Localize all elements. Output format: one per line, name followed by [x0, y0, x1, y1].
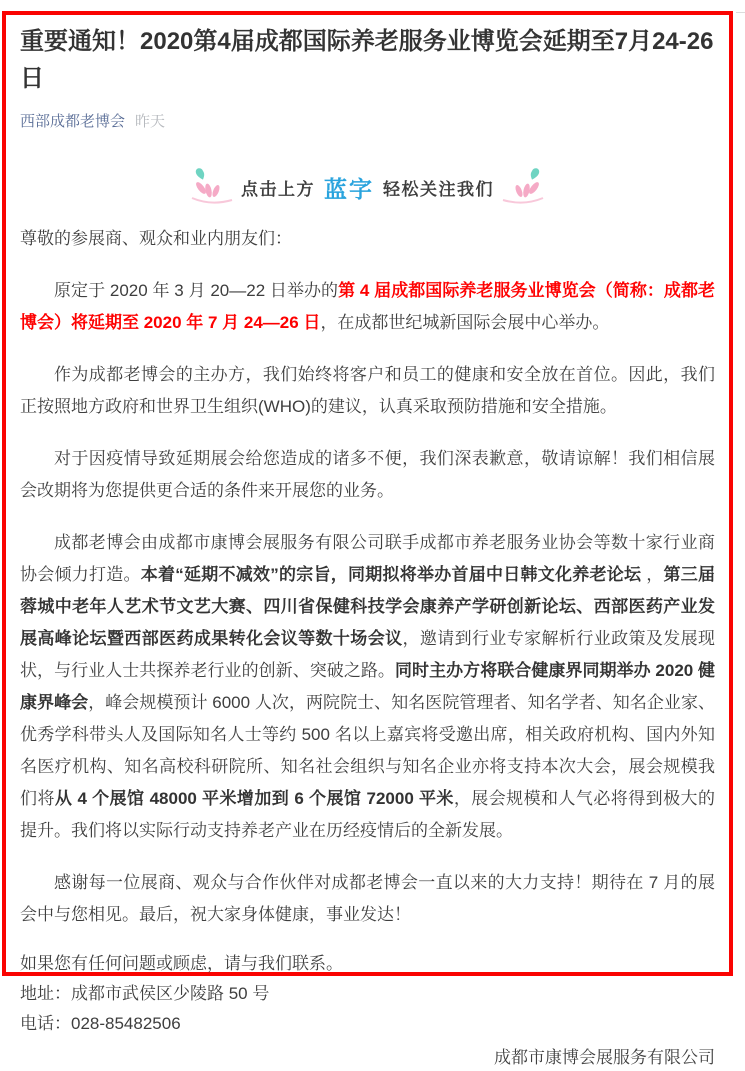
banner-text-suffix: 轻松关注我们 — [383, 179, 494, 199]
text-segment: 尊敬的参展商、观众和业内朋友们： — [20, 229, 292, 248]
paragraph — [20, 359, 715, 423]
text-segment: 感谢每一位展商、观众与合作伙伴对成都老博会一直以来的大力支持！期待在 7 月的展会中与您相见。最后，祝大家身体健康，事业发达！ — [20, 873, 715, 924]
paragraph — [20, 443, 715, 507]
page-top-hairline — [736, 12, 745, 13]
contact-note: 如果您有任何问题或顾虑，请与我们联系。 — [20, 954, 343, 973]
article-page — [2, 11, 733, 1067]
text-segment: 从 4 个展馆 48000 平米增加到 6 个展馆 72000 平米 — [54, 789, 454, 808]
text-segment: ，展会规模和人气必将得到极大的提升。我们将以实际行动支持养老产业在历经疫情后的全新发展。 — [20, 789, 715, 840]
banner-text-prefix: 点击上方 — [241, 179, 315, 199]
text-segment: 成都老博会由成都市康博会展服务有限公司联手成都市养老服务业协会等数十家行业商协会倾力打造。 — [20, 533, 715, 584]
text-segment: ，在成都世纪城新国际会展中心举办。 — [320, 313, 610, 332]
author-link[interactable]: 西部成都老博会 — [20, 113, 126, 130]
text-segment: 同时主办方将联合健康界同期举办 2020 健康界峰会 — [20, 661, 716, 712]
text-segment: 对于因疫情导致延期展会给您造成的诸多不便，我们深表歉意，敬请谅解！我们相信展会改期将为您提供更合适的条件来开展您的业务。 — [20, 449, 715, 500]
contact-block — [20, 951, 715, 1037]
article-title: 重要通知！2020第4届成都国际养老服务业博览会延期至7月24-26日 — [20, 28, 714, 92]
follow-banner — [18, 161, 717, 213]
article-body — [18, 223, 717, 931]
publish-date: 昨天 — [135, 113, 166, 130]
text-segment: 作为成都老博会的主办方，我们始终将客户和员工的健康和安全放在首位。因此，我们正按照地方政府和世界卫生组织(WHO)的建议，认真采取预防措施和安全措施。 — [20, 365, 715, 416]
heart-petals-icon — [189, 165, 235, 209]
company-signature: 成都市康博会展服务有限公司 — [494, 1048, 715, 1067]
text-segment: ， — [641, 565, 664, 584]
text-segment: 本着“延期不减效”的宗旨，同期拟将举办首届中日韩文化养老论坛 — [140, 565, 642, 584]
text-segment: 第 4 届成都国际养老服务业博览会（简称：成都老博会）将延期至 2020 年 7 月 24—26 日 — [20, 281, 715, 332]
paragraph — [20, 223, 715, 255]
contact-phone: 电话：028-85482506 — [20, 1014, 181, 1033]
article-meta — [20, 110, 715, 131]
text-segment: 原定于 2020 年 3 月 20—22 日举办的 — [54, 281, 339, 300]
paragraph — [20, 527, 715, 847]
heart-petals-icon — [500, 165, 546, 209]
text-segment: ，邀请到行业专家解析行业政策及发展现状，与行业人士共探养老行业的创新、突破之路。 — [20, 629, 716, 680]
paragraph — [20, 275, 715, 339]
paragraph — [20, 867, 715, 931]
banner-text-highlight: 蓝字 — [324, 175, 374, 202]
text-segment: 第三届蓉城中老年人艺术节文艺大赛、四川省保健科技学会康养产学研创新论坛、西部医药产业发展高峰论坛暨西部医药成果转化会议等数十场会议 — [20, 565, 716, 648]
contact-address: 地址：成都市武侯区少陵路 50 号 — [20, 984, 270, 1003]
text-segment: ，峰会规模预计 6000 人次，两院院士、知名医院管理者、知名学者、知名企业家、优秀学科带头人及国际知名人士等约 500 名以上嘉宾将受邀出席，相关政府机构、国内外知名医疗机构、知名高校科研院所、知名社会组织与知名企业亦将支持本次大会，展会规模我们将 — [20, 693, 716, 808]
